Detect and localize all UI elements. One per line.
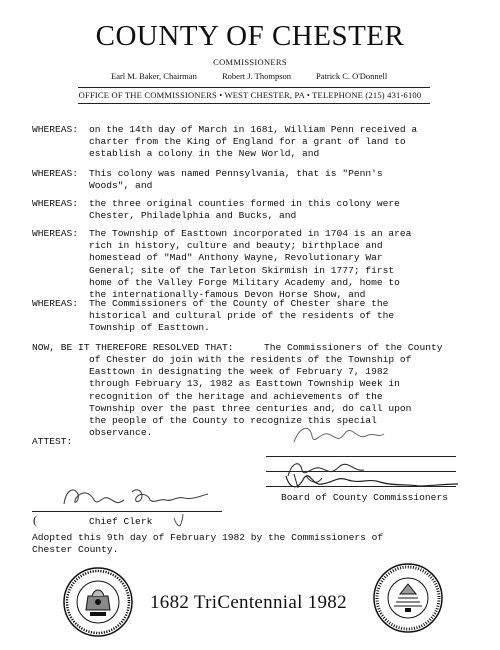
resolution-text: of Chester do join with the residents of the Township of Easttown in designating the week of February 7, 1982 through February 13, 1982 as Easttown Township Week in recognition of the heritage and achievements of the Township over the past three centuries and, do call upon the people of the County to recognize this special observance. (89, 354, 412, 439)
clause-text-3: the three original counties formed in this colony were Chester, Philadelphia and Bucks, and (89, 198, 400, 222)
clerk-signature-line (32, 511, 222, 512)
clause-text-5: The Commissioners of the County of Chester share the historical and cultural pride of the residents of the Township of Easttown. (89, 298, 395, 334)
resolution-first-line: The Commissioners of the County (264, 342, 443, 353)
open-paren-mark: ( (33, 513, 37, 527)
clerk-label: Chief Clerk (89, 516, 153, 527)
header-rule-bottom (78, 103, 430, 104)
clause-text-4: The Township of Easttown incorporated in 1704 is an area rich in history, culture and beauty; birthplace and homestead of "Mad" Anthony Wayne, Revolutionary War General; site of the Tarleton Skirmish in 1777; first home of the Valley Forge Military Academy and, home to the internationally-famous Devon Horse Show, and (89, 228, 412, 301)
clause-label-5: WHEREAS: (32, 298, 79, 309)
signature-line-1 (266, 456, 456, 457)
resolution-label: NOW, BE IT THEREFORE RESOLVED THAT: (32, 342, 234, 353)
check-mark (171, 512, 185, 528)
header-rule-top (78, 87, 430, 88)
county-seal-icon (62, 566, 134, 638)
commissioner-signature-3 (268, 472, 478, 492)
clause-label-1: WHEREAS: (32, 124, 79, 135)
commissioners-label: COMMISSIONERS (213, 57, 287, 67)
commissioner-signature-1 (280, 422, 470, 452)
tricentennial-wordmark: 1682 TriCentennial 1982 (150, 592, 347, 613)
township-seal-icon (372, 562, 444, 634)
clause-label-3: WHEREAS: (32, 198, 79, 209)
county-title: COUNTY OF CHESTER (95, 20, 405, 52)
commissioner-name-1: Earl M. Baker, Chairman (111, 71, 197, 81)
adopted-statement: Adopted this 9th day of February 1982 by the Commissioners of Chester County. (32, 532, 384, 556)
clause-label-2: WHEREAS: (32, 168, 79, 179)
clerk-signature (50, 482, 220, 514)
clause-text-1: on the 14th day of March in 1681, William Penn received a charter from the King of England for a grant of land to establish a colony in the New World, and (89, 124, 418, 160)
attest-label: ATTEST: (32, 436, 73, 447)
office-line: OFFICE OF THE COMMISSIONERS • WEST CHESTER, PA • TELEPHONE (215) 431-6100 (78, 90, 422, 100)
clause-text-2: This colony was named Pennsylvania, that is "Penn's Woods", and (89, 168, 383, 192)
signature-line-3 (266, 486, 456, 487)
commissioner-name-3: Patrick C. O'Donnell (316, 71, 388, 81)
commissioner-name-2: Robert J. Thompson (222, 71, 292, 81)
clause-label-4: WHEREAS: (32, 228, 79, 239)
board-label: Board of County Commissioners (281, 492, 448, 503)
